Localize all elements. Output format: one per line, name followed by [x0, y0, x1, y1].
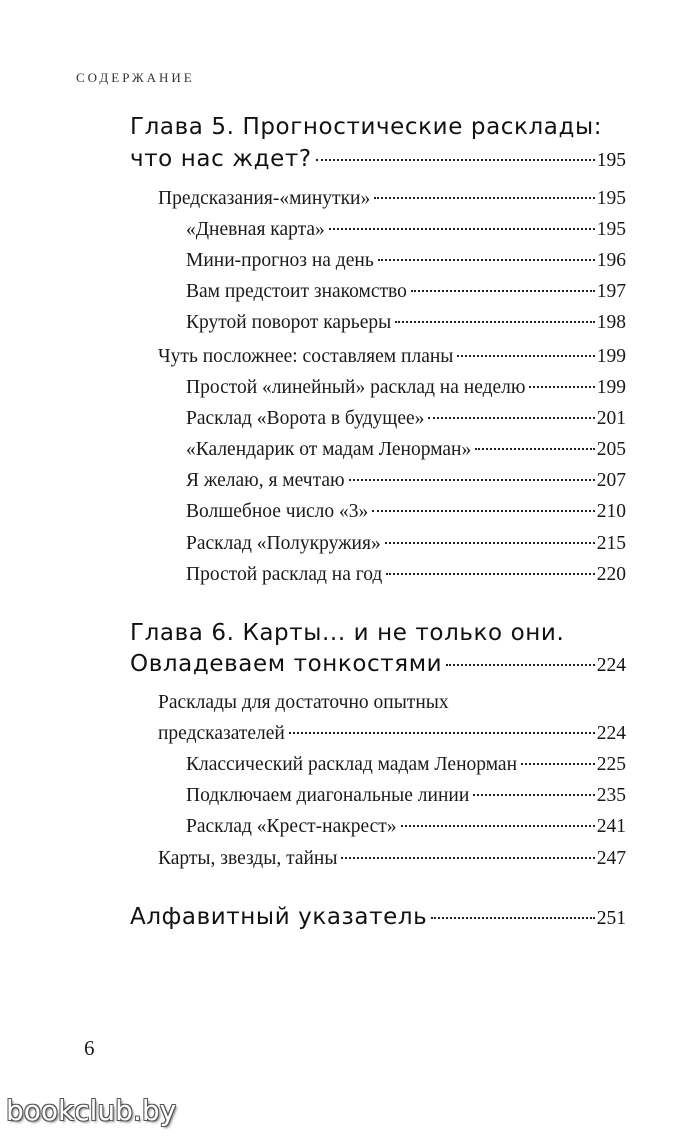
toc-entry-title: Подключаем диагональные линии [186, 785, 470, 806]
toc-entry-title: Простой расклад на год [186, 564, 383, 585]
toc-entry-title: Классический расклад мадам Ленорман [186, 754, 518, 775]
toc-entry-title: Овладеваем тонкостями [130, 651, 443, 677]
toc-entry-title: Крутой поворот карьеры [186, 312, 392, 333]
toc-entry-title: «Календарик от мадам Ленорман» [186, 439, 472, 460]
chapter-6-title-line1: Глава 6. Карты... и не только они. [130, 620, 565, 646]
toc-entry-title: Волшебное число «3» [186, 501, 369, 522]
dot-leader [521, 763, 595, 765]
toc-entry-page: 251 [596, 908, 626, 929]
toc-entry-title: «Дневная карта» [186, 219, 325, 240]
toc-entry-page: 199 [596, 346, 626, 367]
toc-entry-title: Мини-прогноз на день [186, 250, 374, 271]
dot-leader [457, 355, 594, 357]
dot-leader [329, 228, 595, 230]
dot-leader [473, 794, 594, 796]
toc-entry-page: 241 [596, 816, 626, 837]
toc-entry[interactable] [158, 848, 626, 870]
dot-leader [378, 259, 595, 261]
toc-entry-page: 195 [596, 150, 626, 171]
toc-entry-page: 210 [596, 501, 626, 522]
toc-entry-title: Предсказания-«минутки» [158, 188, 371, 209]
dot-leader [529, 386, 594, 388]
toc-entry[interactable] [186, 564, 626, 586]
toc-entry[interactable] [158, 188, 626, 210]
dot-leader [395, 321, 595, 323]
site-watermark: bookclub.by [6, 1094, 177, 1127]
dot-leader [374, 197, 595, 199]
toc-entry-chapter-6[interactable] [130, 651, 626, 677]
dot-leader [385, 542, 595, 544]
toc-entry[interactable] [158, 723, 626, 745]
toc-entry-title: Алфавитный указатель [130, 904, 428, 930]
toc-entry-page: 225 [596, 754, 626, 775]
toc-entry[interactable] [186, 785, 626, 807]
toc-entry[interactable] [186, 439, 626, 461]
dot-leader [401, 825, 595, 827]
toc-entry-title: Карты, звезды, тайны [158, 848, 338, 869]
toc-entry-page: 201 [596, 408, 626, 429]
dot-leader [372, 510, 594, 512]
dot-leader [341, 857, 594, 859]
toc-entry-page: 224 [596, 655, 626, 676]
toc-entry[interactable] [158, 346, 626, 368]
toc-entry[interactable] [186, 816, 626, 838]
chapter-5-title-line1: Глава 5. Прогностические расклады: [130, 114, 603, 140]
toc-entry-title: предсказателей [158, 723, 285, 744]
dot-leader [289, 732, 595, 734]
toc-entry[interactable] [186, 250, 626, 272]
dot-leader [349, 479, 595, 481]
toc-entry-index[interactable] [130, 904, 626, 930]
toc-entry-title: Вам предстоит знакомство [186, 281, 407, 302]
toc-entry-page: 235 [596, 785, 626, 806]
toc-entry-chapter-5[interactable] [130, 146, 626, 172]
toc-entry[interactable] [186, 312, 626, 334]
toc-entry[interactable] [186, 754, 626, 776]
dot-leader [316, 159, 595, 161]
toc-entry[interactable] [186, 501, 626, 523]
toc-entry-page: 247 [596, 848, 626, 869]
toc-entry[interactable] [186, 470, 626, 492]
dot-leader [446, 664, 595, 666]
toc-entry-page: 195 [596, 188, 626, 209]
page-number: 6 [84, 1036, 95, 1060]
toc-entry-title-line1: Расклады для достаточно опытных [158, 692, 449, 713]
toc-entry-page: 197 [596, 281, 626, 302]
toc-entry-page: 220 [596, 564, 626, 585]
toc-entry-page: 198 [596, 312, 626, 333]
toc-entry[interactable] [186, 281, 626, 303]
running-head: СОДЕРЖАНИЕ [76, 70, 195, 85]
toc-entry-title: что нас ждет? [130, 146, 312, 172]
toc-entry-page: 199 [596, 377, 626, 398]
toc-entry[interactable] [186, 377, 626, 399]
toc-entry-title: Чуть посложнее: составляем планы [158, 346, 454, 367]
toc-entry[interactable] [186, 219, 626, 241]
toc-entry[interactable] [186, 533, 626, 555]
toc-entry-title: Расклад «Полукружия» [186, 533, 381, 554]
toc-entry-page: 224 [596, 723, 626, 744]
toc-entry-title: Расклад «Крест-накрест» [186, 816, 397, 837]
toc-entry-title: Простой «линейный» расклад на неделю [186, 377, 526, 398]
toc-entry-page: 205 [596, 439, 626, 460]
toc-entry-page: 196 [596, 250, 626, 271]
dot-leader [431, 917, 594, 919]
toc-entry-title: Расклад «Ворота в будущее» [186, 408, 425, 429]
toc-entry-title: Я желаю, я мечтаю [186, 470, 345, 491]
toc-entry[interactable] [186, 408, 626, 430]
dot-leader [411, 290, 595, 292]
toc-entry-page: 215 [596, 533, 626, 554]
dot-leader [386, 573, 594, 575]
toc-entry-page: 207 [596, 470, 626, 491]
dot-leader [428, 417, 594, 419]
dot-leader [475, 448, 595, 450]
toc-entry-page: 195 [596, 219, 626, 240]
